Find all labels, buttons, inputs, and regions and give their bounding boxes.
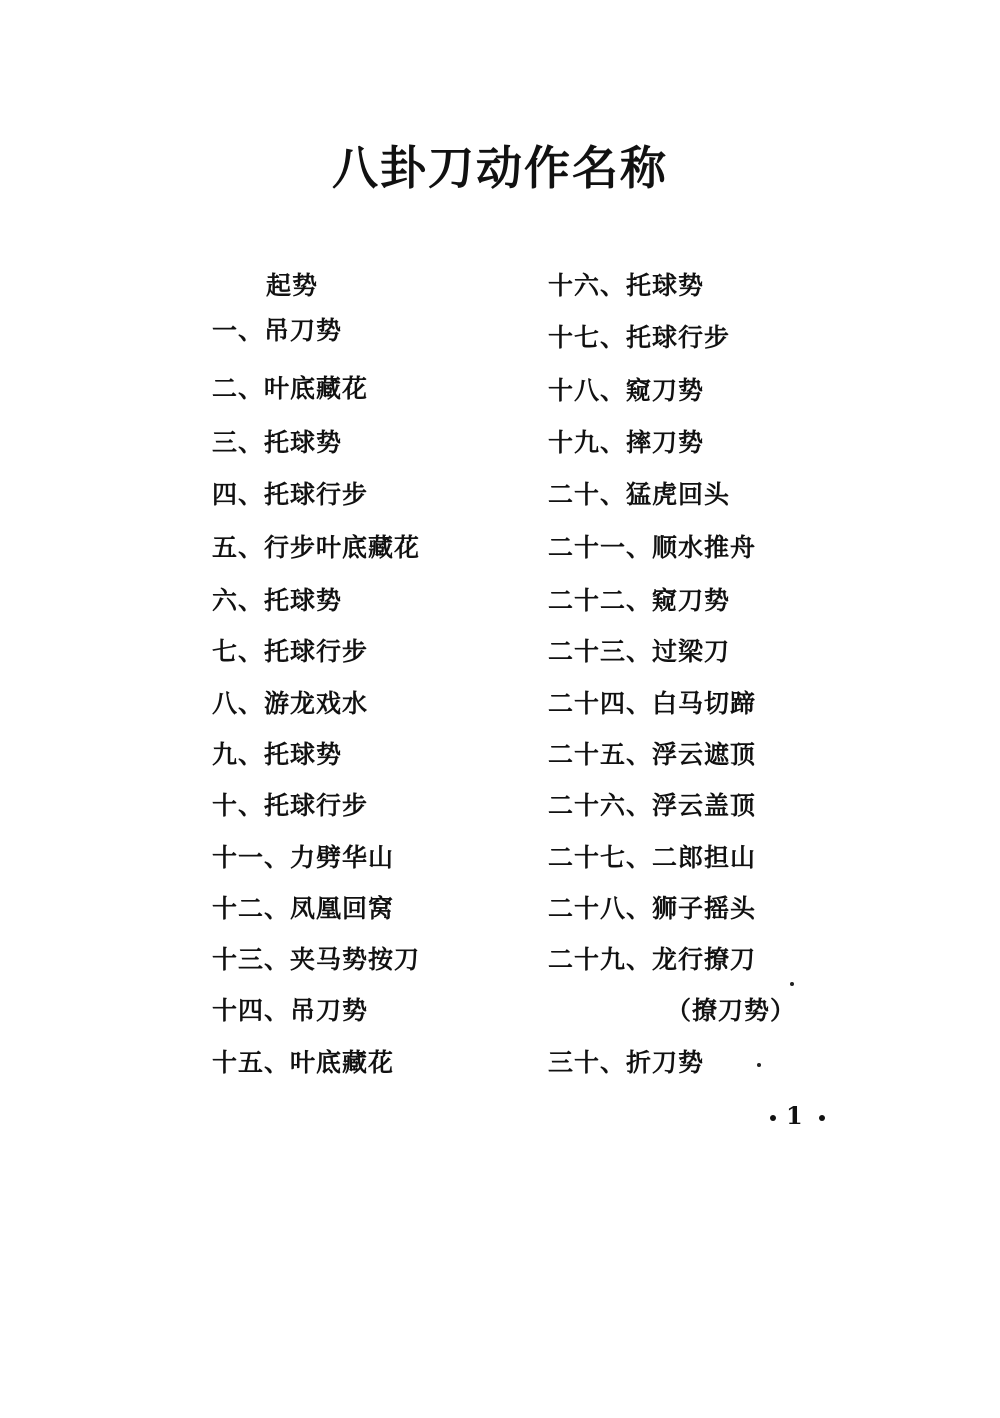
list-item: 二十四、白马切蹄	[548, 689, 757, 718]
list-item: 二十一、顺水推舟	[548, 533, 757, 562]
list-item: 七、托球行步	[212, 637, 369, 666]
list-item: 十二、凤凰回窝	[212, 894, 395, 923]
bullet-dot-icon	[819, 1115, 825, 1121]
list-item: 十五、叶底藏花	[212, 1048, 395, 1077]
list-item: 二十二、窥刀势	[548, 586, 731, 615]
list-item: 四、托球行步	[212, 480, 369, 509]
list-item: 六、托球势	[212, 586, 343, 615]
list-item: 五、行步叶底藏花	[212, 533, 421, 562]
list-item: 起势	[266, 271, 319, 300]
bullet-dot-icon	[770, 1115, 776, 1121]
list-item: 十、托球行步	[212, 791, 369, 820]
list-item: 十九、摔刀势	[548, 428, 705, 457]
list-item: 十八、窥刀势	[548, 376, 705, 405]
list-item: 二十五、浮云遮顶	[548, 740, 757, 769]
list-item: 二十七、二郎担山	[548, 843, 757, 872]
list-item: （撩刀势）	[666, 996, 797, 1025]
list-item: 十四、吊刀势	[212, 996, 369, 1025]
list-item: 十七、托球行步	[548, 323, 731, 352]
list-item: 二十八、狮子摇头	[548, 894, 757, 923]
list-item: 八、游龙戏水	[212, 689, 369, 718]
list-item: 三十、折刀势	[548, 1048, 705, 1077]
list-item: 二、叶底藏花	[212, 374, 369, 403]
print-speck	[757, 1063, 761, 1067]
page-number	[760, 1096, 835, 1136]
list-item: 三、托球势	[212, 428, 343, 457]
list-item: 十一、力劈华山	[212, 843, 395, 872]
page-number-value: 1	[786, 1101, 809, 1130]
list-item: 一、吊刀势	[212, 316, 343, 345]
list-item: 十六、托球势	[548, 271, 705, 300]
print-speck	[790, 982, 794, 986]
list-item: 二十、猛虎回头	[548, 480, 731, 509]
page-title: 八卦刀动作名称	[332, 141, 668, 195]
list-item: 九、托球势	[212, 740, 343, 769]
list-item: 二十九、龙行撩刀	[548, 945, 757, 974]
list-item: 二十三、过梁刀	[548, 637, 731, 666]
list-item: 十三、夹马势按刀	[212, 945, 421, 974]
list-item: 二十六、浮云盖顶	[548, 791, 757, 820]
